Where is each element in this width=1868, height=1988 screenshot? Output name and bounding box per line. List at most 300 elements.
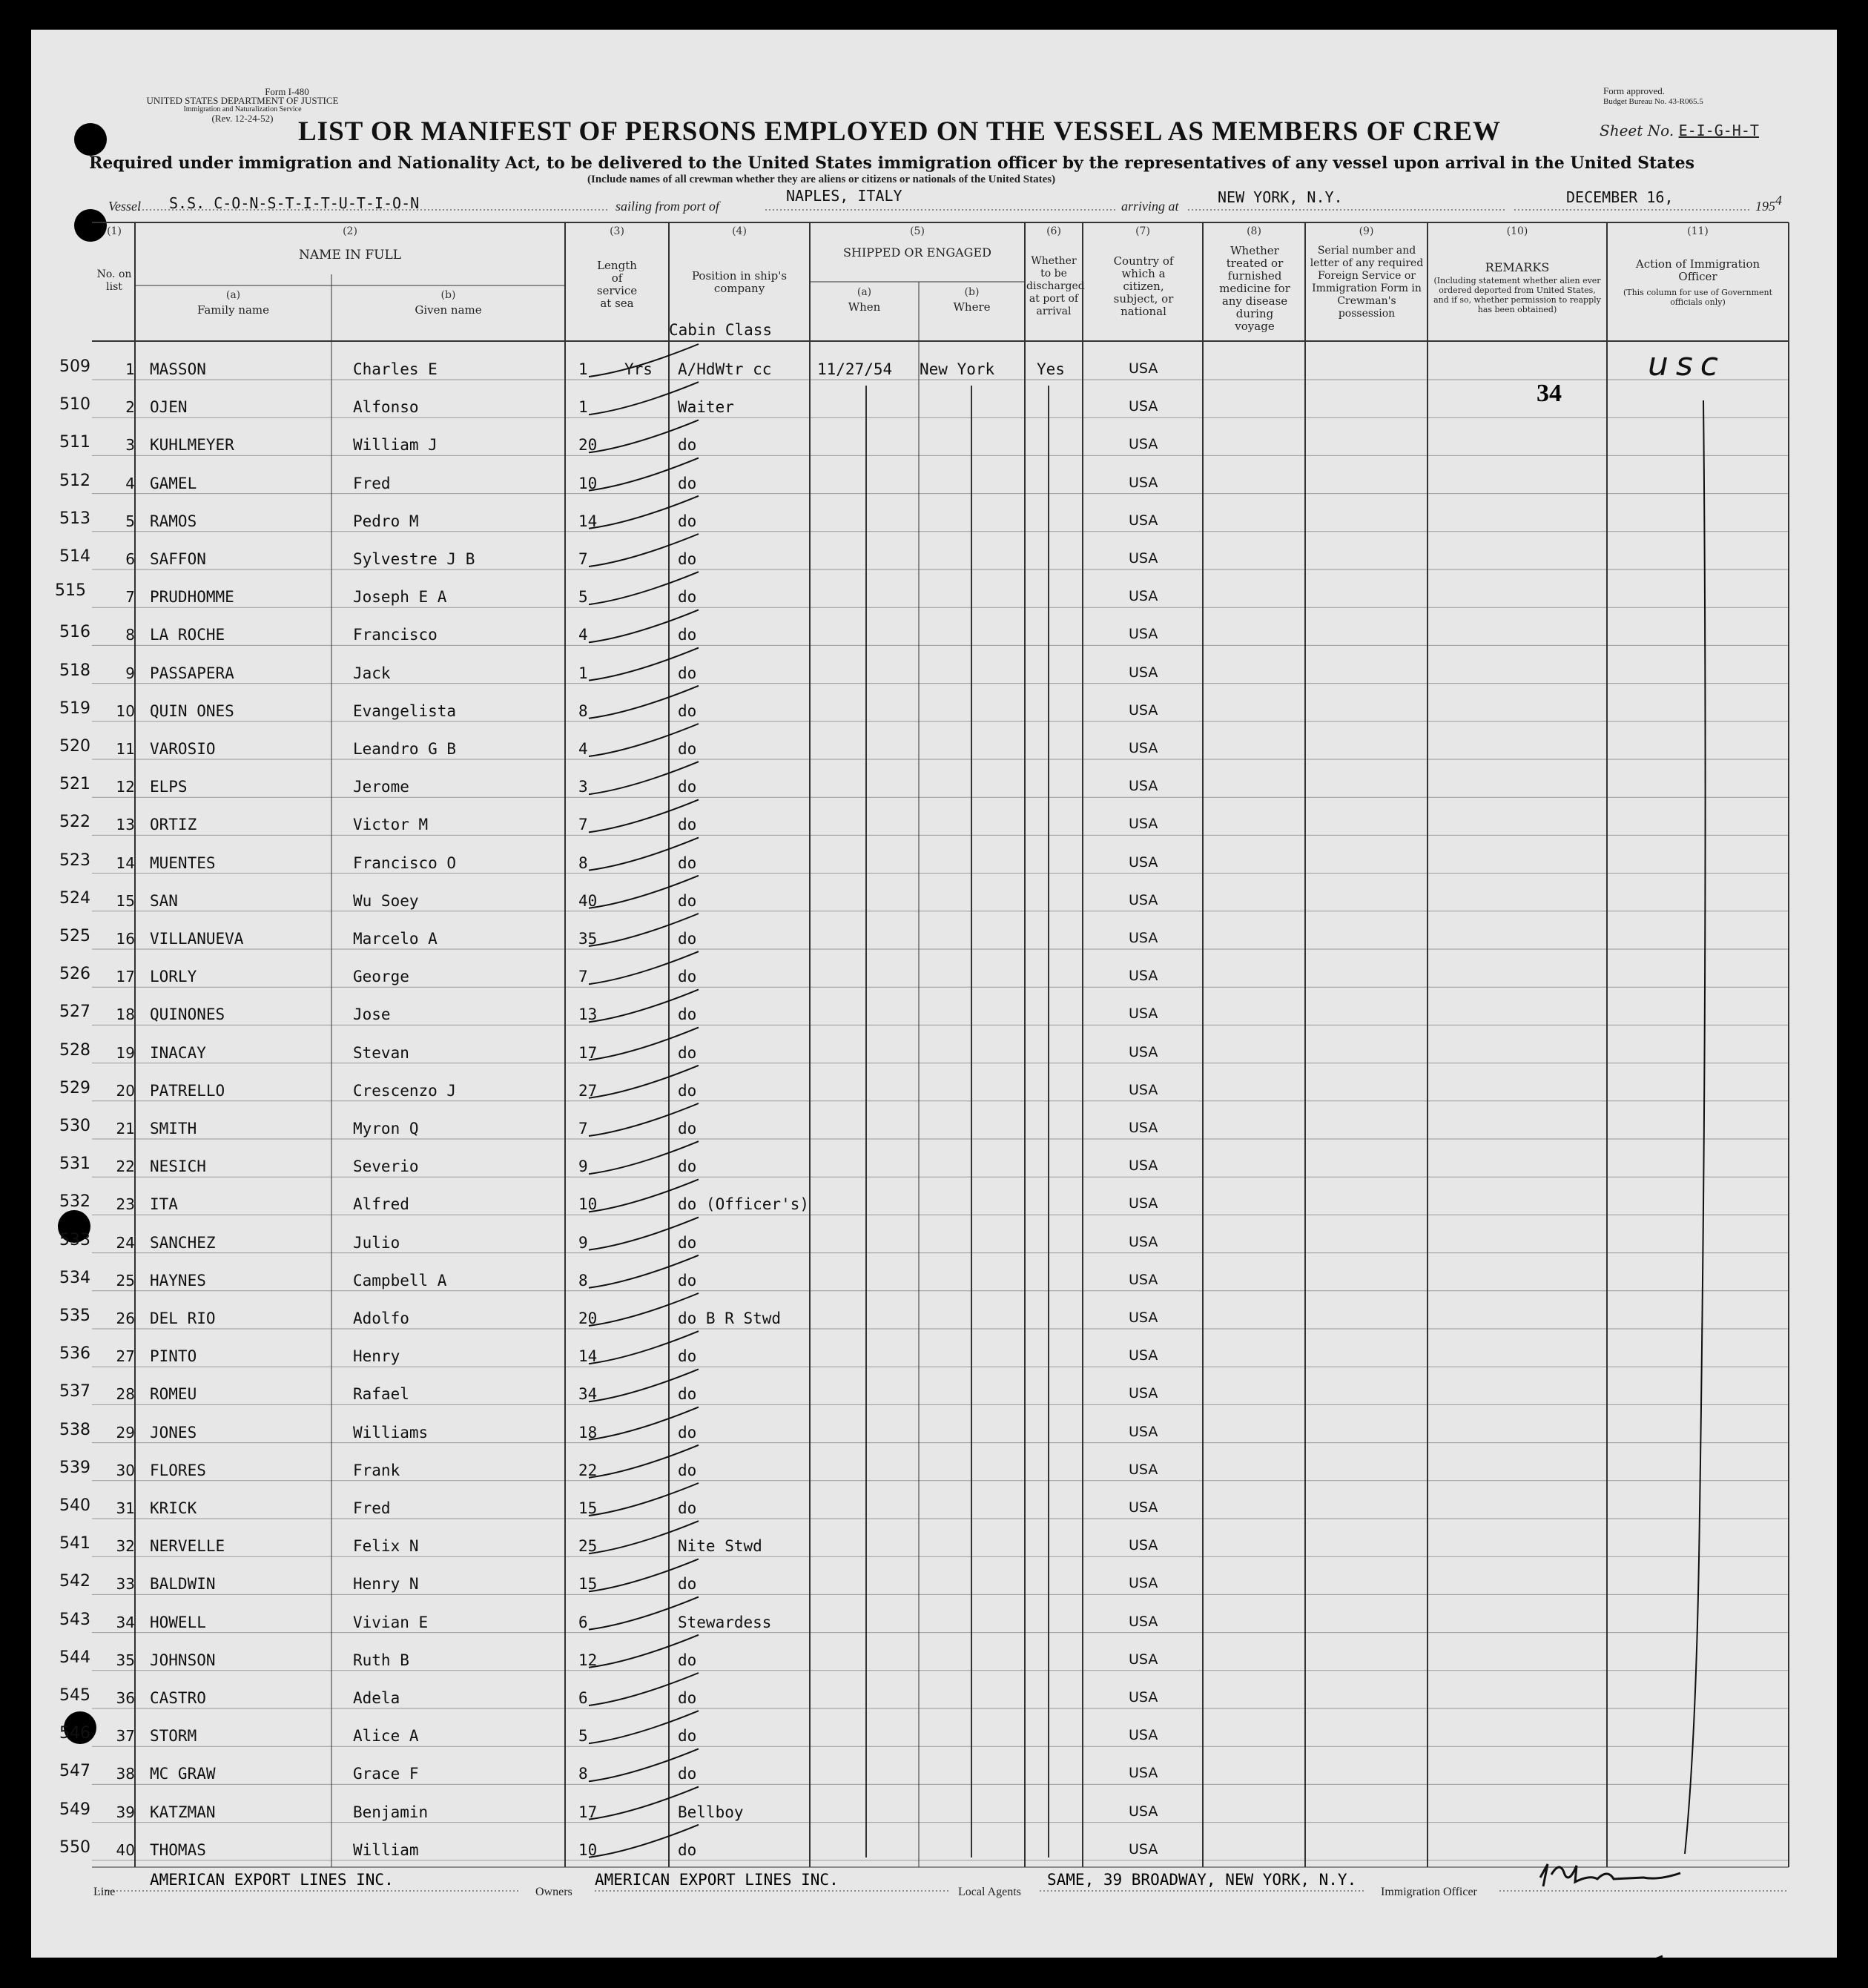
row-service-length: 1: [578, 664, 588, 682]
row-family-name: SAFFON: [150, 550, 206, 568]
row-country: USA: [1129, 1499, 1158, 1516]
row-sequence-number: 546: [59, 1724, 90, 1743]
row-service-length: 18: [578, 1423, 598, 1442]
col5b-header: Where: [953, 300, 991, 314]
row-service-length: 7: [578, 550, 588, 568]
row-list-number: 22: [116, 1158, 135, 1176]
row-given-name: Marcelo A: [353, 930, 438, 948]
row-list-number: 1: [125, 360, 135, 378]
col6-number: (6): [1046, 225, 1061, 237]
row-family-name: PASSAPERA: [150, 664, 234, 682]
row-position: do: [678, 968, 697, 986]
row-list-number: 11: [116, 740, 135, 758]
row-family-name: JONES: [150, 1423, 197, 1442]
year-prefix: 195: [1755, 199, 1775, 214]
row-sequence-number: 520: [59, 737, 90, 756]
include-note: (Include names of all crewman whether they are aliens or citizens or nationals of the United States): [587, 174, 1056, 185]
row-sequence-number: 514: [59, 547, 90, 566]
row-sequence-number: 542: [59, 1572, 90, 1591]
row-sequence-number: 525: [59, 927, 90, 945]
vessel-label: Vessel: [108, 199, 141, 214]
row-given-name: Ruth B: [353, 1651, 409, 1669]
row-given-name: Severio: [353, 1158, 419, 1176]
row-sequence-number: 510: [59, 395, 90, 415]
row-sequence-number: 527: [59, 1003, 90, 1022]
arriving-label: arriving at: [1121, 199, 1179, 214]
row-country: USA: [1129, 1613, 1158, 1630]
row-list-number: 24: [116, 1233, 135, 1252]
row-family-name: KUHLMEYER: [150, 436, 234, 455]
col10-note: (Including statement whether alien ever ordered deported from United States, and if so, whether permission to reapply has been obtained): [1433, 276, 1601, 314]
row-family-name: SANCHEZ: [150, 1233, 216, 1252]
row-given-name: Jerome: [353, 778, 409, 796]
arrival-date: DECEMBER 16,: [1566, 188, 1674, 206]
row-family-name: PRUDHOMME: [150, 588, 234, 607]
row-country: USA: [1129, 1651, 1158, 1668]
immigration-action-note: usc: [1648, 346, 1726, 383]
row-list-number: 8: [125, 626, 135, 644]
row-sequence-number: 512: [59, 471, 90, 490]
row-service-length: 14: [578, 1347, 598, 1366]
col6-header: Whether to be discharged at port of arrival: [1026, 255, 1085, 317]
row-service-length: 1: [578, 360, 588, 378]
row-sequence-number: 526: [59, 965, 90, 984]
row-position: do: [678, 512, 697, 530]
row-list-number: 12: [116, 778, 135, 796]
row-family-name: OJEN: [150, 398, 188, 417]
row-given-name: Joseph E A: [353, 588, 447, 607]
row-country: USA: [1129, 360, 1158, 377]
row-sequence-number: 531: [59, 1155, 90, 1174]
row-country: USA: [1129, 1120, 1158, 1136]
row-list-number: 15: [116, 891, 135, 910]
row-country: USA: [1129, 891, 1158, 908]
row-position: do: [678, 1461, 697, 1479]
row-sequence-number: 545: [59, 1686, 90, 1705]
row-country: USA: [1129, 550, 1158, 567]
row-family-name: QUIN ONES: [150, 701, 234, 720]
row-position: do: [678, 550, 697, 568]
row-position: do: [678, 1765, 697, 1783]
row-given-name: George: [353, 968, 409, 986]
row-country: USA: [1129, 1840, 1158, 1857]
form-revision: (Rev. 12-24-52): [211, 113, 274, 124]
row-position: Nite Stwd: [678, 1537, 762, 1556]
row-family-name: GAMEL: [150, 474, 197, 492]
row-country: USA: [1129, 664, 1158, 681]
row-service-length: 4: [578, 626, 588, 644]
row-family-name: MC GRAW: [150, 1765, 216, 1783]
row-country: USA: [1129, 816, 1158, 833]
row-service-length: 7: [578, 816, 588, 834]
row-country: USA: [1129, 701, 1158, 719]
row-given-name: Victor M: [353, 816, 429, 834]
row-service-length: 9: [578, 1158, 588, 1176]
row-given-name: Alfonso: [353, 398, 419, 417]
agents-value: SAME, 39 BROADWAY, NEW YORK, N.Y.: [1047, 1871, 1357, 1889]
row-position: do: [678, 1385, 697, 1404]
row-country: USA: [1129, 1689, 1158, 1705]
row-family-name: THOMAS: [150, 1840, 206, 1859]
row-family-name: INACAY: [150, 1043, 206, 1062]
row-family-name: ELPS: [150, 778, 188, 796]
row-family-name: SMITH: [150, 1120, 197, 1137]
row-list-number: 39: [116, 1803, 135, 1821]
row-list-number: 5: [125, 512, 135, 530]
row-position: do (Officer's): [678, 1195, 810, 1214]
row-given-name: Stevan: [353, 1043, 409, 1062]
row-position: do: [678, 778, 697, 796]
owners-label: Owners: [535, 1886, 572, 1898]
col2a-header: Family name: [197, 303, 270, 317]
section-label: Cabin Class: [669, 321, 773, 339]
row-family-name: ORTIZ: [150, 816, 197, 834]
row-family-name: HOWELL: [150, 1613, 206, 1631]
row-sequence-number: 534: [59, 1268, 90, 1287]
row-sequence-number: 519: [59, 699, 90, 718]
row-family-name: CASTRO: [150, 1689, 206, 1707]
row-family-name: DEL RIO: [150, 1310, 216, 1327]
ruled-lines: [92, 380, 1789, 1860]
row-given-name: Benjamin: [353, 1803, 429, 1821]
row-service-length: 1: [578, 398, 588, 417]
row-family-name: VILLANUEVA: [150, 930, 244, 948]
sailing-label: sailing from port of: [615, 199, 719, 214]
row-service-length: 8: [578, 701, 588, 720]
service-name: Immigration and Naturalization Service: [183, 105, 302, 113]
row-list-number: 14: [116, 853, 135, 872]
row-service-length: 20: [578, 1310, 598, 1327]
col10-number: (10): [1506, 225, 1528, 237]
officer-label: Immigration Officer: [1381, 1886, 1477, 1898]
row-list-number: 37: [116, 1727, 135, 1746]
department-name: UNITED STATES DEPARTMENT OF JUSTICE: [146, 95, 339, 106]
row-given-name: Alice A: [353, 1727, 419, 1746]
year-suffix: 4: [1775, 193, 1782, 208]
row-country: USA: [1129, 1537, 1158, 1554]
row-list-number: 31: [116, 1499, 135, 1517]
row-list-number: 35: [116, 1651, 135, 1669]
row-given-name: Francisco O: [353, 853, 457, 872]
col8-number: (8): [1247, 225, 1261, 237]
row-service-length: 9: [578, 1233, 588, 1252]
row-country: USA: [1129, 1727, 1158, 1744]
row-position: do: [678, 1575, 697, 1594]
row-list-number: 7: [125, 588, 135, 607]
col5a-number: (a): [857, 286, 872, 298]
row-list-number: 13: [116, 816, 135, 834]
shipped-where: New York: [920, 360, 995, 378]
row-family-name: PINTO: [150, 1347, 197, 1366]
row-position: Waiter: [678, 398, 734, 417]
col9-number: (9): [1359, 225, 1374, 237]
row-service-length: 34: [578, 1385, 598, 1404]
row-position: do B R Stwd: [678, 1310, 782, 1327]
row-country: USA: [1129, 740, 1158, 756]
col3-header: Length of service at sea: [596, 259, 638, 310]
row-sequence-number: 540: [59, 1496, 90, 1515]
row-position: do: [678, 588, 697, 607]
row-position: do: [678, 740, 697, 758]
row-sequence-number: 536: [59, 1344, 90, 1364]
row-family-name: KATZMAN: [150, 1803, 216, 1821]
row-list-number: 2: [125, 398, 135, 417]
row-sequence-number: 543: [59, 1610, 90, 1629]
row-given-name: Charles E: [353, 360, 438, 378]
row-position: A/HdWtr cc: [678, 360, 772, 378]
row-list-number: 3: [125, 436, 135, 455]
row-given-name: Jack: [353, 664, 391, 682]
row-service-length: 12: [578, 1651, 598, 1669]
row-service-length: 40: [578, 891, 598, 910]
row-position: do: [678, 1689, 697, 1707]
row-country: USA: [1129, 1385, 1158, 1402]
row-service-length: 6: [578, 1689, 588, 1707]
row-list-number: 40: [116, 1840, 135, 1859]
service-years-unit: Yrs: [624, 360, 653, 378]
form-approved-text: Form approved.: [1603, 85, 1666, 96]
row-country: USA: [1129, 778, 1158, 795]
vessel-name: S.S. C-O-N-S-T-I-T-U-T-I-O-N: [169, 194, 420, 212]
row-given-name: Evangelista: [353, 701, 457, 720]
row-family-name: MUENTES: [150, 853, 216, 872]
row-list-number: 18: [116, 1005, 135, 1024]
discharge-at-arrival: Yes: [1037, 360, 1065, 378]
row-list-number: 9: [125, 664, 135, 682]
row-list-number: 34: [116, 1613, 135, 1631]
document-title: LIST OR MANIFEST OF PERSONS EMPLOYED ON THE VESSEL AS MEMBERS OF CREW: [298, 116, 1501, 147]
col2-header: NAME IN FULL: [298, 248, 402, 262]
row-list-number: 21: [116, 1120, 135, 1137]
row-position: do: [678, 1347, 697, 1366]
row-country: USA: [1129, 1423, 1158, 1440]
row-given-name: Fred: [353, 474, 391, 492]
row-country: USA: [1129, 1271, 1158, 1288]
departure-port: NAPLES, ITALY: [786, 187, 902, 205]
row-given-name: Julio: [353, 1233, 400, 1252]
row-service-length: 7: [578, 968, 588, 986]
col2-number: (2): [343, 225, 357, 237]
row-sequence-number: 550: [59, 1837, 90, 1857]
row-list-number: 19: [116, 1043, 135, 1062]
row-position: do: [678, 816, 697, 834]
row-country: USA: [1129, 474, 1158, 491]
col9-header: Serial number and letter of any required Foreign Service or Immigration Form in Crewman's possession: [1310, 245, 1424, 320]
row-service-length: 10: [578, 474, 598, 492]
row-service-length: 15: [578, 1575, 598, 1594]
row-service-length: 8: [578, 853, 588, 872]
row-position: do: [678, 474, 697, 492]
row-service-length: 7: [578, 1120, 588, 1137]
row-family-name: JOHNSON: [150, 1651, 216, 1669]
row-given-name: Fred: [353, 1499, 391, 1517]
row-given-name: Adela: [353, 1689, 400, 1707]
col3-number: (3): [610, 225, 624, 237]
row-service-length: 3: [578, 778, 588, 796]
row-service-length: 25: [578, 1537, 598, 1556]
row-position: do: [678, 853, 697, 872]
row-position: do: [678, 1005, 697, 1024]
row-country: USA: [1129, 512, 1158, 529]
owners-value: AMERICAN EXPORT LINES INC.: [595, 1871, 839, 1889]
row-sequence-number: 521: [59, 775, 90, 794]
row-list-number: 4: [125, 474, 135, 492]
row-sequence-number: 537: [59, 1382, 90, 1401]
row-position: do: [678, 1233, 697, 1252]
row-position: do: [678, 1651, 697, 1669]
row-family-name: VAROSIO: [150, 740, 216, 758]
row-given-name: Rafael: [353, 1385, 409, 1404]
row-sequence-number: 522: [59, 813, 90, 832]
row-country: USA: [1129, 1043, 1158, 1060]
col7-number: (7): [1135, 225, 1150, 237]
row-country: USA: [1129, 1347, 1158, 1364]
col2b-header: Given name: [415, 303, 482, 317]
row-given-name: Wu Soey: [353, 891, 419, 910]
row-position: do: [678, 1043, 697, 1062]
row-position: do: [678, 1499, 697, 1517]
col5b-number: (b): [964, 286, 980, 298]
col4-header: Position in ship's company: [691, 269, 788, 295]
row-given-name: William: [353, 1840, 419, 1859]
row-service-length: 20: [578, 436, 598, 455]
row-country: USA: [1129, 398, 1158, 415]
row-service-length: 10: [578, 1840, 598, 1859]
row-position: do: [678, 1158, 697, 1176]
col1-header: No. on list: [96, 268, 132, 293]
row-sequence-number: 516: [59, 623, 90, 642]
row-country: USA: [1129, 1233, 1158, 1250]
row-list-number: 6: [125, 550, 135, 568]
row-given-name: Felix N: [353, 1537, 419, 1556]
row-position: do: [678, 1271, 697, 1289]
manifest-sheet: [31, 30, 1837, 1958]
row-country: USA: [1129, 1158, 1158, 1175]
row-service-length: 27: [578, 1081, 598, 1100]
row-position: do: [678, 436, 697, 455]
row-family-name: NESICH: [150, 1158, 206, 1176]
col8-header: Whether treated or furnished medicine for any disease during voyage: [1219, 244, 1290, 333]
row-sequence-number: 523: [59, 851, 90, 870]
row-family-name: BALDWIN: [150, 1575, 216, 1594]
row-service-length: 13: [578, 1005, 598, 1024]
row-position: do: [678, 891, 697, 910]
row-position: do: [678, 664, 697, 682]
row-country: USA: [1129, 930, 1158, 946]
row-given-name: William J: [353, 436, 438, 455]
row-sequence-number: 511: [59, 433, 90, 452]
row-service-length: 17: [578, 1043, 598, 1062]
row-family-name: QUINONES: [150, 1005, 225, 1024]
row-country: USA: [1129, 436, 1158, 453]
row-family-name: FLORES: [150, 1461, 206, 1479]
row-sequence-number: 524: [59, 888, 90, 908]
row-sequence-number: 532: [59, 1192, 90, 1212]
row-position: do: [678, 701, 697, 720]
row-position: Bellboy: [678, 1803, 744, 1821]
row-sequence-number: 535: [59, 1307, 90, 1325]
table-grid: [31, 30, 1837, 1958]
row-sequence-number: 513: [59, 509, 90, 528]
row-family-name: ITA: [150, 1195, 178, 1214]
row-country: USA: [1129, 968, 1158, 985]
shipped-when: 11/27/54: [817, 360, 893, 378]
row-list-number: 32: [116, 1537, 135, 1556]
row-sequence-number: 541: [59, 1534, 90, 1553]
row-given-name: Vivian E: [353, 1613, 429, 1631]
row-sequence-number: 529: [59, 1078, 90, 1097]
line-value: AMERICAN EXPORT LINES INC.: [150, 1871, 394, 1889]
row-sequence-number: 530: [59, 1117, 90, 1135]
row-list-number: 33: [116, 1575, 135, 1594]
row-country: USA: [1129, 1575, 1158, 1592]
row-position: do: [678, 1423, 697, 1442]
row-country: USA: [1129, 1005, 1158, 1023]
col2a-number: (a): [225, 289, 241, 301]
row-sequence-number: 509: [59, 357, 90, 376]
row-sequence-number: 549: [59, 1800, 90, 1819]
row-list-number: 28: [116, 1385, 135, 1404]
row-country: USA: [1129, 1081, 1158, 1098]
sheet-number-value: E-I-G-H-T: [1678, 122, 1759, 139]
row-list-number: 29: [116, 1423, 135, 1442]
agents-label: Local Agents: [958, 1886, 1021, 1898]
row-country: USA: [1129, 626, 1158, 643]
row-given-name: Crescenzo J: [353, 1081, 457, 1100]
arrival-port: NEW YORK, N.Y.: [1218, 188, 1343, 206]
row-service-length: 17: [578, 1803, 598, 1821]
extra-seq-number: 515: [55, 581, 86, 600]
row-sequence-number: 518: [59, 661, 90, 680]
row-country: USA: [1129, 853, 1158, 871]
row-position: do: [678, 1840, 697, 1859]
row-sequence-number: 547: [59, 1762, 90, 1781]
row-list-number: 26: [116, 1310, 135, 1327]
row-position: do: [678, 1727, 697, 1746]
form-number: Form I-480: [265, 86, 309, 97]
row-sequence-number: 533: [59, 1230, 90, 1249]
row-list-number: 36: [116, 1689, 135, 1707]
row-position: Stewardess: [678, 1613, 772, 1631]
row-given-name: Williams: [353, 1423, 429, 1442]
col5-header: SHIPPED OR ENGAGED: [843, 245, 991, 260]
row-given-name: Grace F: [353, 1765, 419, 1783]
remarks-handwritten-number: 34: [1537, 380, 1562, 407]
row-service-length: 4: [578, 740, 588, 758]
row-country: USA: [1129, 1765, 1158, 1782]
row-family-name: LORLY: [150, 968, 197, 986]
col11-header: Action of Immigration Officer: [1635, 257, 1760, 283]
row-list-number: 27: [116, 1347, 135, 1366]
row-list-number: 17: [116, 968, 135, 986]
row-given-name: Pedro M: [353, 512, 419, 530]
row-given-name: Myron Q: [353, 1120, 419, 1137]
row-sequence-number: 538: [59, 1420, 90, 1439]
col11-note: (This column for use of Government officials only): [1623, 288, 1773, 307]
row-given-name: Henry: [353, 1347, 400, 1366]
row-service-length: 15: [578, 1499, 598, 1517]
row-given-name: Adolfo: [353, 1310, 409, 1327]
row-list-number: 38: [116, 1765, 135, 1783]
row-family-name: NERVELLE: [150, 1537, 225, 1556]
row-given-name: Alfred: [353, 1195, 409, 1214]
row-service-length: 8: [578, 1765, 588, 1783]
col2b-number: (b): [440, 289, 456, 301]
col10-header: REMARKS: [1485, 260, 1550, 274]
row-service-length: 22: [578, 1461, 598, 1479]
row-family-name: ROMEU: [150, 1385, 197, 1404]
row-position: do: [678, 626, 697, 644]
